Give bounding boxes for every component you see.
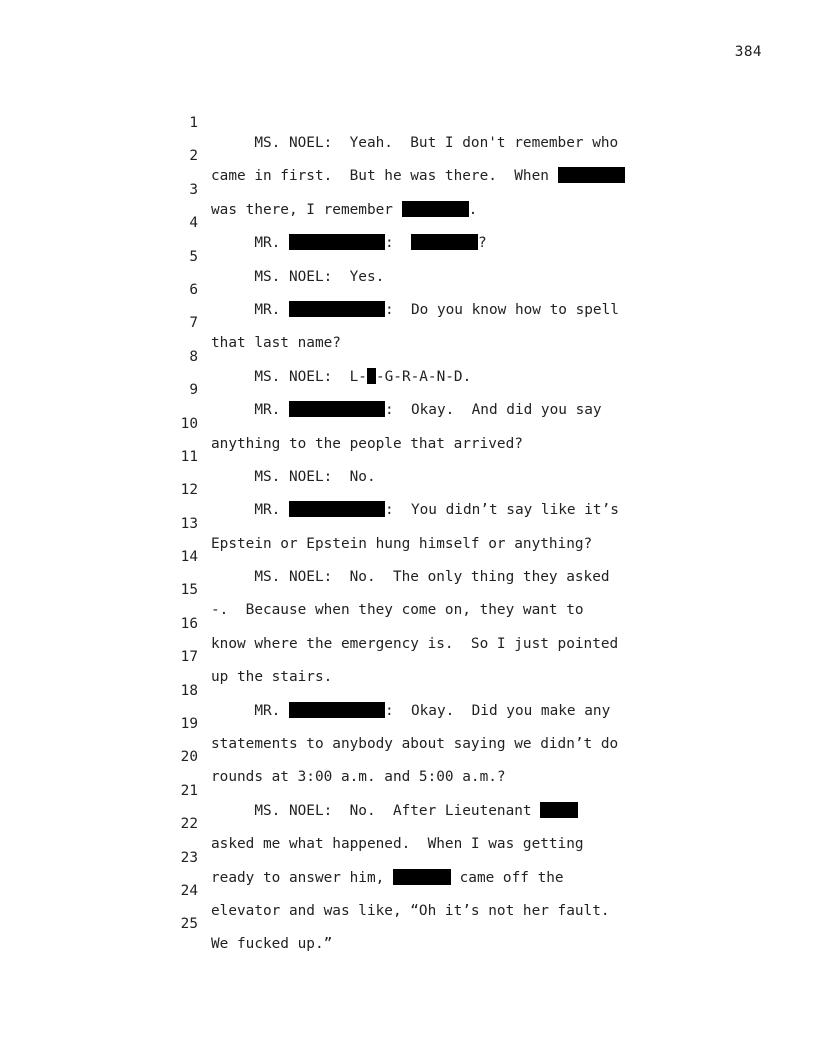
transcript-line xyxy=(172,227,672,285)
text-segment: elevator and was like, “Oh it’s not her fault. xyxy=(211,902,610,919)
text-segment: : xyxy=(384,235,411,252)
transcript-body xyxy=(172,93,672,953)
text-segment: MS. NOEL: No. After Lieutenant xyxy=(211,802,541,819)
text-segment: MR. xyxy=(211,502,289,519)
transcript-line xyxy=(172,828,672,886)
line-number: 2 xyxy=(189,148,198,165)
text-segment: anything to the people that arrived? xyxy=(211,435,523,452)
transcript-line xyxy=(172,160,672,218)
transcript-line xyxy=(172,193,672,252)
text-segment: : Okay. Did you make any xyxy=(384,702,611,719)
text-segment: : Do you know how to spell xyxy=(384,301,619,318)
transcript-line xyxy=(172,761,672,819)
text-segment: that last name? xyxy=(211,335,341,352)
line-number: 15 xyxy=(180,582,198,599)
transcript-line xyxy=(172,794,672,853)
line-number: 1 xyxy=(189,115,198,131)
line-number: 23 xyxy=(180,849,198,866)
line-number: 7 xyxy=(189,315,198,332)
line-number: 16 xyxy=(180,615,198,632)
text-segment: came off the xyxy=(450,869,564,886)
line-number: 17 xyxy=(180,649,198,666)
text-segment: MS. NOEL: No. xyxy=(211,468,376,485)
transcript-line xyxy=(172,560,672,619)
text-segment: Epstein or Epstein hung himself or anything? xyxy=(211,535,593,552)
transcript-line xyxy=(172,527,672,586)
text-segment: know where the emergency is. So I just pointed xyxy=(211,635,619,652)
line-number: 5 xyxy=(189,248,198,265)
text-segment: up the stairs. xyxy=(211,669,333,686)
transcript-line xyxy=(172,460,672,519)
transcript-line xyxy=(172,861,672,919)
text-segment: MS. NOEL: Yes. xyxy=(211,268,385,285)
transcript-line xyxy=(172,727,672,786)
text-segment: MR. xyxy=(211,702,289,719)
transcript-line xyxy=(172,394,672,452)
line-number: 4 xyxy=(189,215,198,232)
line-number: 25 xyxy=(180,916,198,933)
line-number: 10 xyxy=(180,415,198,432)
transcript-line xyxy=(172,594,672,652)
line-number: 22 xyxy=(180,816,198,833)
text-segment: . xyxy=(468,201,478,218)
text-segment: came in first. But he was there. When xyxy=(211,168,558,185)
transcript-line xyxy=(172,260,672,318)
text-segment: rounds at 3:00 a.m. and 5:00 a.m.? xyxy=(211,769,506,786)
text-segment: MS. NOEL: Yeah. But I don't remember who xyxy=(211,135,619,151)
text-segment: ? xyxy=(477,235,487,252)
transcript-line xyxy=(172,427,672,485)
text-segment: -. Because when they come on, they want to xyxy=(211,602,584,619)
text-segment: was there, I remember xyxy=(211,201,402,218)
line-number: 12 xyxy=(180,482,198,499)
transcript-line xyxy=(172,360,672,419)
text-segment: : Okay. And did you say xyxy=(384,402,602,419)
text-segment: -G-R-A-N-D. xyxy=(375,368,472,385)
page-number: 384 xyxy=(734,44,762,60)
transcript-line xyxy=(172,126,672,185)
text-segment: MS. NOEL: No. The only thing they asked xyxy=(211,569,610,586)
text-segment: ready to answer him, xyxy=(211,869,393,886)
transcript-line xyxy=(172,293,672,352)
text-segment: MS. NOEL: L- xyxy=(211,368,367,385)
text-segment: MR. xyxy=(211,235,289,252)
transcript-line xyxy=(172,494,672,552)
line-number: 13 xyxy=(180,515,198,532)
text-segment: MR. xyxy=(211,402,289,419)
line-number: 21 xyxy=(180,782,198,799)
transcript-line xyxy=(172,327,672,385)
line-number: 11 xyxy=(180,448,198,465)
text-segment: : You didn’t say like it’s xyxy=(384,502,619,519)
transcript-line xyxy=(172,694,672,753)
transcript-line xyxy=(172,894,672,953)
text-segment: We fucked up.” xyxy=(211,936,333,953)
text-segment: asked me what happened. When I was getting xyxy=(211,836,584,853)
line-number: 18 xyxy=(180,682,198,699)
text-segment: statements to anybody about saying we didn’t do xyxy=(211,736,619,753)
line-number: 6 xyxy=(189,281,198,298)
line-number: 3 xyxy=(189,181,198,198)
line-number: 19 xyxy=(180,716,198,733)
transcript-line xyxy=(172,627,672,686)
text-segment: MR. xyxy=(211,301,289,318)
line-number: 24 xyxy=(180,882,198,899)
line-number: 9 xyxy=(189,382,198,399)
line-number: 20 xyxy=(180,749,198,766)
transcript-line xyxy=(172,93,672,151)
transcript-line xyxy=(172,661,672,719)
line-number: 14 xyxy=(180,549,198,566)
line-text xyxy=(211,934,332,954)
line-number: 8 xyxy=(189,348,198,365)
